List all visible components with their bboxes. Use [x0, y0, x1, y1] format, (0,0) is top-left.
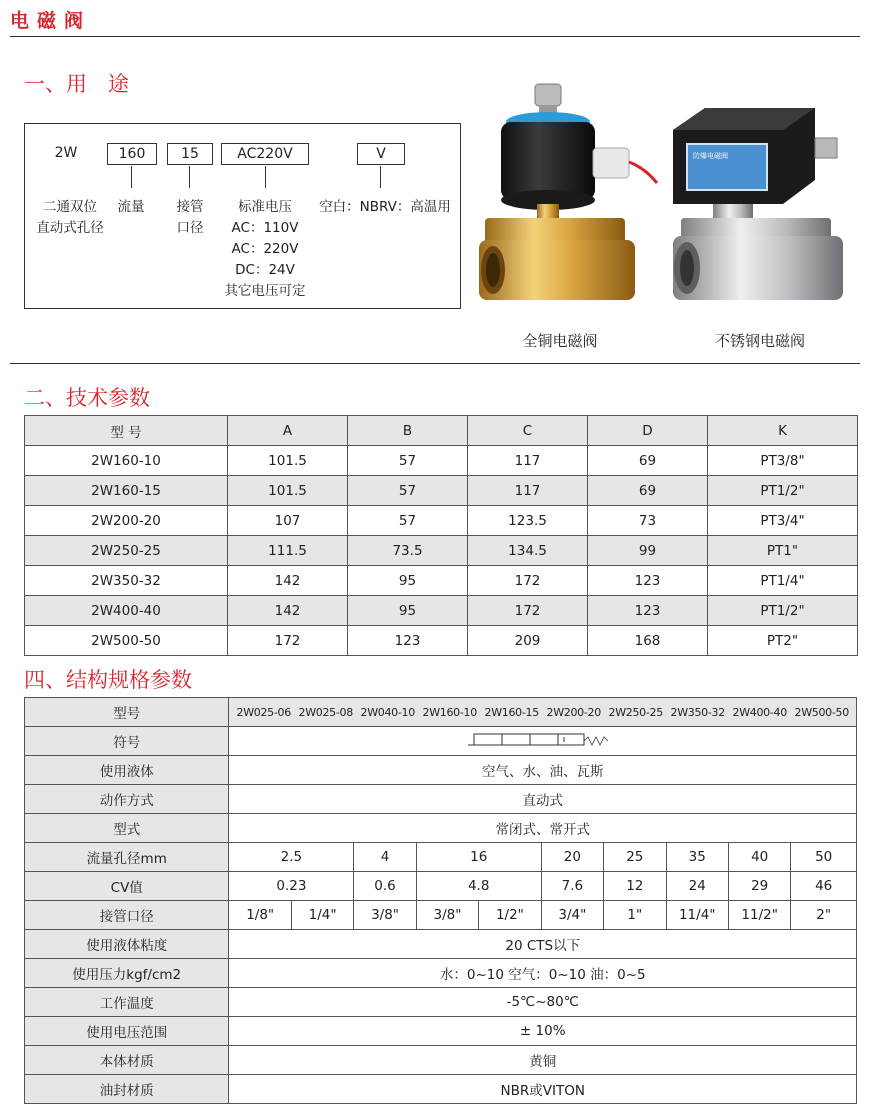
spec-value: 35	[666, 843, 728, 872]
tech-cell: 57	[348, 476, 468, 506]
spec-value: NBR或VITON	[229, 1075, 857, 1104]
brass-valve-image	[475, 78, 660, 318]
tech-row	[25, 626, 858, 656]
label-line: AC：110V	[231, 220, 299, 236]
label-seal	[315, 197, 455, 218]
tech-cell: 123	[588, 596, 708, 626]
label-line: 标准电压	[238, 199, 292, 215]
tech-cell: 2W350-32	[25, 566, 228, 596]
label-port	[169, 197, 211, 239]
connector-line	[131, 166, 132, 188]
spec-value: 水：0~10 空气：0~10 油：0~5	[229, 959, 857, 988]
spec-value: 3/4"	[541, 901, 603, 930]
spec-value: 7.6	[541, 872, 603, 901]
spec-value: 24	[666, 872, 728, 901]
tech-row	[25, 446, 858, 476]
spec-value: ± 10%	[229, 1017, 857, 1046]
valve-label-text: 防爆电磁阀	[693, 152, 728, 160]
tech-cell: 2W400-40	[25, 596, 228, 626]
model-list	[229, 698, 857, 727]
tech-header-row	[25, 416, 858, 446]
tech-header-cell: 型 号	[25, 416, 228, 446]
spec-row-body	[25, 1046, 857, 1075]
spec-value: 4.8	[416, 872, 541, 901]
tech-cell: 134.5	[468, 536, 588, 566]
tech-cell: 2W250-25	[25, 536, 228, 566]
code-box-voltage: AC220V	[221, 143, 309, 165]
spec-label: 工作温度	[25, 988, 229, 1017]
tech-cell: 99	[588, 536, 708, 566]
spec-label: 使用液体	[25, 756, 229, 785]
spec-value: 1"	[604, 901, 666, 930]
spec-label: 使用电压范围	[25, 1017, 229, 1046]
tech-header-cell: A	[228, 416, 348, 446]
spec-value: 25	[604, 843, 666, 872]
spec-value: 11/2"	[728, 901, 790, 930]
spec-row-fluid	[25, 756, 857, 785]
label-line: AC：220V	[231, 241, 299, 257]
tech-row	[25, 566, 858, 596]
tech-header-cell: D	[588, 416, 708, 446]
label-line: 其它电压可定	[224, 283, 306, 299]
spec-value: 46	[791, 872, 857, 901]
model-name: 2W250-25	[608, 706, 663, 719]
spec-row-pressure	[25, 959, 857, 988]
valve-symbol-icon	[468, 729, 618, 749]
tech-header-cell: K	[708, 416, 858, 446]
tech-cell: 168	[588, 626, 708, 656]
tech-cell: PT3/8"	[708, 446, 858, 476]
valve-symbol-cell	[229, 727, 857, 756]
model-name: 2W200-20	[546, 706, 601, 719]
label-series	[35, 197, 105, 239]
spec-row-cv	[25, 872, 857, 901]
spec-value: 20 CTS以下	[229, 930, 857, 959]
code-box-orifice: 160	[107, 143, 157, 165]
spec-label: 型号	[25, 698, 229, 727]
tech-cell: PT1"	[708, 536, 858, 566]
spec-value: 20	[541, 843, 603, 872]
tech-cell: PT2"	[708, 626, 858, 656]
model-name: 2W400-40	[732, 706, 787, 719]
tech-cell: 123	[588, 566, 708, 596]
tech-cell: 2W500-50	[25, 626, 228, 656]
spec-value: 空气、水、油、瓦斯	[229, 756, 857, 785]
spec-value: 0.6	[354, 872, 416, 901]
spec-value: 1/8"	[229, 901, 291, 930]
label-line: DC：24V	[235, 262, 295, 278]
model-code-diagram	[24, 123, 461, 309]
spec-table	[24, 697, 857, 1104]
tech-cell: 2W200-20	[25, 506, 228, 536]
code-box-series: 2W	[54, 145, 78, 161]
spec-value: 3/8"	[354, 901, 416, 930]
spec-value: 2"	[791, 901, 857, 930]
tech-cell: 95	[348, 596, 468, 626]
tech-params-table	[24, 415, 858, 656]
label-line: 空白：NBRV：高温用	[319, 199, 451, 215]
model-name: 2W350-32	[670, 706, 725, 719]
spec-value: 直动式	[229, 785, 857, 814]
spec-row-model	[25, 698, 857, 727]
spec-label: 接管口径	[25, 901, 229, 930]
section-tech-title: 二、技术参数	[24, 386, 150, 410]
spec-value: 12	[604, 872, 666, 901]
spec-value: -5℃~80℃	[229, 988, 857, 1017]
tech-row	[25, 506, 858, 536]
connector-line	[265, 166, 266, 188]
spec-value: 4	[354, 843, 416, 872]
label-flow	[109, 197, 153, 218]
spec-row-temperature	[25, 988, 857, 1017]
brass-valve-caption: 全铜电磁阀	[522, 332, 598, 350]
spec-value: 黄铜	[229, 1046, 857, 1075]
label-line: 口径	[176, 220, 204, 236]
tech-header-cell: C	[468, 416, 588, 446]
spec-value: 16	[416, 843, 541, 872]
spec-value: 3/8"	[416, 901, 478, 930]
spec-row-symbol	[25, 727, 857, 756]
label-line: 直动式孔径	[36, 220, 104, 236]
tech-cell: 101.5	[228, 446, 348, 476]
tech-cell: 57	[348, 506, 468, 536]
spec-label: 使用液体粘度	[25, 930, 229, 959]
spec-value: 29	[728, 872, 790, 901]
section-usage-title: 一、用 途	[24, 72, 129, 96]
spec-row-action	[25, 785, 857, 814]
spec-label: 动作方式	[25, 785, 229, 814]
tech-cell: 73	[588, 506, 708, 536]
tech-cell: PT1/2"	[708, 476, 858, 506]
connector-line	[189, 166, 190, 188]
model-name: 2W025-08	[298, 706, 353, 719]
tech-cell: 2W160-15	[25, 476, 228, 506]
page-title: 电磁阀	[10, 10, 92, 32]
spec-label: 使用压力kgf/cm2	[25, 959, 229, 988]
label-line: 接管	[176, 199, 204, 215]
tech-row	[25, 596, 858, 626]
tech-cell: 123	[348, 626, 468, 656]
spec-label: 流量孔径mm	[25, 843, 229, 872]
tech-cell: 142	[228, 566, 348, 596]
model-name: 2W500-50	[794, 706, 849, 719]
spec-label: CV值	[25, 872, 229, 901]
section-divider	[10, 363, 860, 364]
label-line: 二通双位	[43, 199, 97, 215]
tech-row	[25, 536, 858, 566]
spec-value: 11/4"	[666, 901, 728, 930]
spec-value: 1/2"	[479, 901, 541, 930]
spec-row-ports	[25, 901, 857, 930]
code-box-port: 15	[167, 143, 213, 165]
spec-value: 50	[791, 843, 857, 872]
stainless-valve-image	[665, 100, 855, 315]
model-name: 2W160-10	[422, 706, 477, 719]
tech-cell: 123.5	[468, 506, 588, 536]
tech-cell: PT1/4"	[708, 566, 858, 596]
connector-line	[380, 166, 381, 188]
section-spec-title: 四、结构规格参数	[24, 668, 192, 692]
model-name: 2W160-15	[484, 706, 539, 719]
tech-cell: 69	[588, 446, 708, 476]
spec-row-seal	[25, 1075, 857, 1104]
tech-cell: 69	[588, 476, 708, 506]
spec-label: 本体材质	[25, 1046, 229, 1075]
spec-row-viscosity	[25, 930, 857, 959]
title-divider	[10, 36, 860, 37]
tech-header-cell: B	[348, 416, 468, 446]
tech-cell: 101.5	[228, 476, 348, 506]
spec-label: 符号	[25, 727, 229, 756]
tech-cell: 107	[228, 506, 348, 536]
tech-cell: 172	[468, 566, 588, 596]
label-line: 流量	[117, 199, 145, 215]
tech-cell: 142	[228, 596, 348, 626]
steel-valve-caption: 不锈钢电磁阀	[714, 332, 805, 350]
tech-cell: 117	[468, 446, 588, 476]
spec-row-voltage	[25, 1017, 857, 1046]
tech-cell: PT3/4"	[708, 506, 858, 536]
spec-label: 油封材质	[25, 1075, 229, 1104]
label-voltage	[217, 197, 313, 302]
spec-value: 1/4"	[291, 901, 353, 930]
spec-value: 40	[728, 843, 790, 872]
tech-cell: 111.5	[228, 536, 348, 566]
tech-cell: PT1/2"	[708, 596, 858, 626]
spec-row-orifice	[25, 843, 857, 872]
tech-cell: 2W160-10	[25, 446, 228, 476]
tech-cell: 172	[468, 596, 588, 626]
tech-cell: 209	[468, 626, 588, 656]
tech-cell: 117	[468, 476, 588, 506]
model-name: 2W025-06	[236, 706, 291, 719]
tech-cell: 73.5	[348, 536, 468, 566]
tech-cell: 172	[228, 626, 348, 656]
model-name: 2W040-10	[360, 706, 415, 719]
spec-value: 2.5	[229, 843, 354, 872]
spec-row-type	[25, 814, 857, 843]
tech-row	[25, 476, 858, 506]
code-box-seal: V	[357, 143, 405, 165]
tech-cell: 95	[348, 566, 468, 596]
spec-label: 型式	[25, 814, 229, 843]
spec-value: 常闭式、常开式	[229, 814, 857, 843]
spec-value: 0.23	[229, 872, 354, 901]
tech-cell: 57	[348, 446, 468, 476]
